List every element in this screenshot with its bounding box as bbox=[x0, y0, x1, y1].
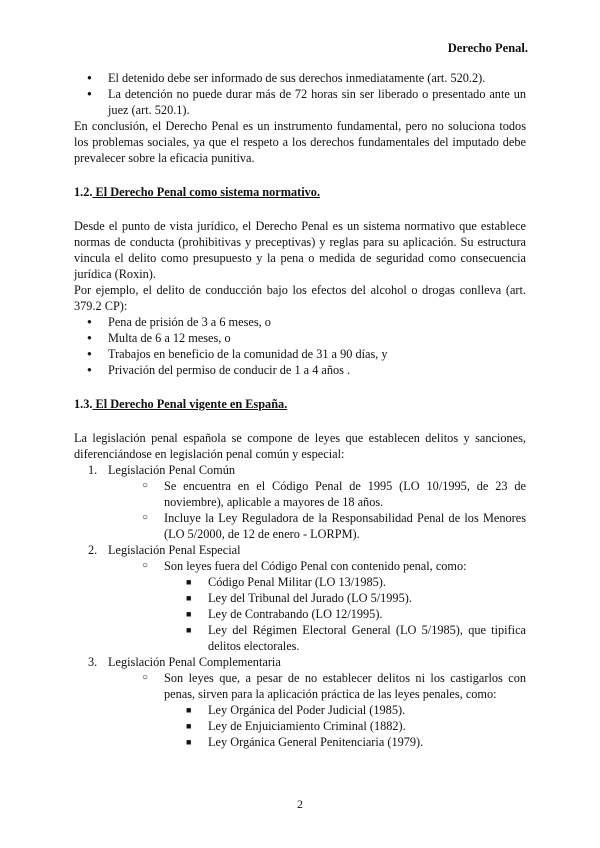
sub-list bbox=[108, 478, 526, 542]
law-item: ■ Ley de Contrabando (LO 12/1995). bbox=[174, 606, 526, 622]
item-number: 3. bbox=[88, 655, 98, 669]
sub-item: ○ Incluye la Ley Reguladora de la Responsabilidad Penal de los Menores (LO 5/2000, de 12 de enero - LORPM). bbox=[130, 510, 526, 542]
law-list bbox=[142, 574, 526, 654]
list-item: ● El detenido debe ser informado de sus derechos inmediatamente (art. 520.2). bbox=[74, 70, 526, 86]
sub-item-text: ○ Son leyes que, a pesar de no establecer delitos ni los castigarlos con penas, sirven para la aplicación práctica de las leyes penales, como: bbox=[164, 671, 526, 701]
section-number: 1.3. bbox=[74, 397, 93, 411]
paragraph: Por ejemplo, el delito de conducción bajo los efectos del alcohol o drogas conlleva (art. 379.2 CP): bbox=[74, 283, 526, 313]
law-item: ■ Ley del Tribunal del Jurado (LO 5/1995). bbox=[174, 590, 526, 606]
sub-item bbox=[130, 670, 526, 750]
list-item bbox=[74, 542, 526, 654]
list-item: ● La detención no puede durar más de 72 horas sin ser liberado o presentado ante un juez (art. 520.1). bbox=[74, 86, 526, 118]
conclusion-paragraph: En conclusión, el Derecho Penal es un instrumento fundamental, pero no soluciona todos los problemas sociales, ya que el respeto a los derechos fundamentales del imputado debe prevalecer sobre la eficacia punitiva. bbox=[74, 119, 526, 165]
list-item bbox=[74, 462, 526, 542]
section-number: 1.2. bbox=[74, 185, 93, 199]
running-header: Derecho Penal. bbox=[447, 41, 528, 55]
intro-bullet-list bbox=[74, 70, 526, 118]
item-title: Legislación Penal Común bbox=[108, 463, 236, 477]
sub-list bbox=[108, 670, 526, 750]
list-item: ● Pena de prisión de 3 a 6 meses, o bbox=[74, 314, 526, 330]
law-item: ■ Ley Orgánica del Poder Judicial (1985). bbox=[174, 702, 526, 718]
list-item: ● Multa de 6 a 12 meses, o bbox=[74, 330, 526, 346]
page-body bbox=[74, 70, 526, 750]
sub-item bbox=[130, 558, 526, 654]
list-item: ● Privación del permiso de conducir de 1 a 4 años . bbox=[74, 362, 526, 378]
sub-item-text: Son leyes fuera del Código Penal con contenido penal, como: bbox=[164, 559, 467, 573]
page-number: 2 bbox=[297, 797, 303, 811]
section-heading-1-2 bbox=[74, 184, 526, 200]
legislation-numbered-list bbox=[74, 462, 526, 750]
item-number: 1. bbox=[88, 463, 98, 477]
law-list bbox=[142, 702, 526, 750]
penalty-bullet-list bbox=[74, 314, 526, 378]
law-item: ■ Ley de Enjuiciamiento Criminal (1882). bbox=[174, 718, 526, 734]
law-item: ■ Ley del Régimen Electoral General (LO 5/1985), que tipifica delitos electorales. bbox=[174, 622, 526, 654]
list-item bbox=[74, 654, 526, 750]
item-title: Legislación Penal Complementaria bbox=[108, 655, 281, 669]
section-title: El Derecho Penal como sistema normativo. bbox=[95, 185, 321, 199]
section-title: El Derecho Penal vigente en España. bbox=[95, 397, 288, 411]
list-item: ● Trabajos en beneficio de la comunidad de 31 a 90 días, y bbox=[74, 346, 526, 362]
paragraph: La legislación penal española se compone de leyes que establecen delitos y sanciones, diferenciándose en legislación penal común y especial: bbox=[74, 431, 526, 461]
sub-item: ○ Se encuentra en el Código Penal de 1995 (LO 10/1995, de 23 de noviembre), aplicable a mayores de 18 años. bbox=[130, 478, 526, 510]
section-heading-1-3 bbox=[74, 396, 526, 412]
law-item: ■ Ley Orgánica General Penitenciaria (1979). bbox=[174, 734, 526, 750]
law-item: ■ Código Penal Militar (LO 13/1985). bbox=[174, 574, 526, 590]
item-title: Legislación Penal Especial bbox=[108, 543, 241, 557]
item-number: 2. bbox=[88, 543, 98, 557]
paragraph: Desde el punto de vista jurídico, el Derecho Penal es un sistema normativo que establece normas de conducta (prohibitivas y preceptivas) y reglas para su aplicación. Su estructura vincula el delito como presupuesto y la pena o medida de seguridad como consecuencia jurídica (Roxin). bbox=[74, 219, 526, 281]
sub-list bbox=[108, 558, 526, 654]
